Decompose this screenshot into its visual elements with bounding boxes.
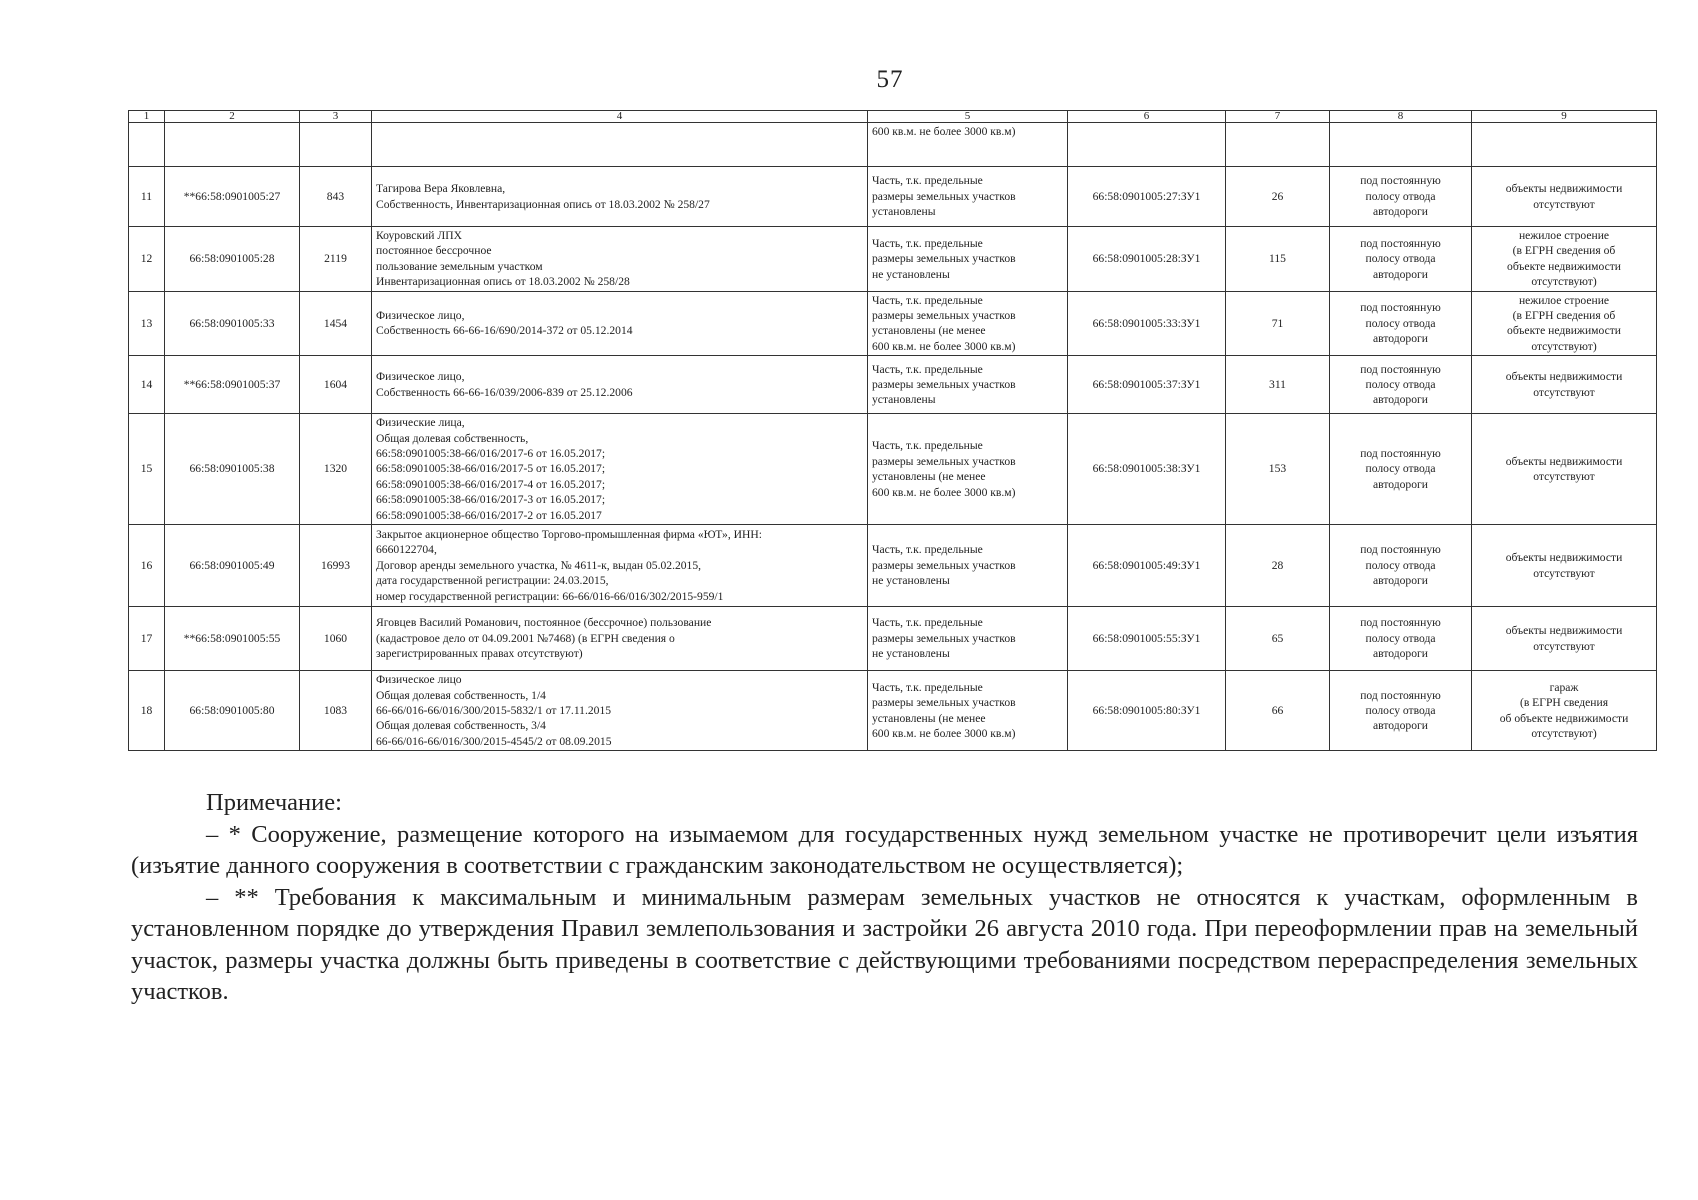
- table-row: [129, 525, 1657, 607]
- new-plot-area-cell: 66: [1226, 671, 1330, 751]
- row-number-cell: 12: [129, 227, 165, 292]
- rights-holder-cell: Коуровский ЛПХ постоянное бессрочное пользование земельным участком Инвентаризационная опись от 18.03.2002 № 258/28: [372, 227, 868, 292]
- objects-status-cell: объекты недвижимости отсутствуют: [1472, 414, 1657, 525]
- plot-area-cell: 1060: [300, 607, 372, 671]
- row-number-cell: 17: [129, 607, 165, 671]
- row-number-cell: 16: [129, 525, 165, 607]
- rights-holder-cell: Закрытое акционерное общество Торгово-промышленная фирма «ЮТ», ИНН: 6660122704, Договор аренды земельного участка, № 4611-к, выдан 05.02.2015, дата государственной регистрации: 24.03.2015, номер государственной регистрации: 66-66/016-66/016/302/2015-959/1: [372, 525, 868, 607]
- part-type-cell: Часть, т.к. предельные размеры земельных участков установлены: [868, 167, 1068, 227]
- column-number: 5: [868, 111, 1068, 123]
- table-row: [129, 414, 1657, 525]
- new-cadastral-number-cell: 66:58:0901005:49:ЗУ1: [1068, 525, 1226, 607]
- part-type-cell: Часть, т.к. предельные размеры земельных участков не установлены: [868, 525, 1068, 607]
- part-type-cell: Часть, т.к. предельные размеры земельных участков не установлены: [868, 607, 1068, 671]
- table-row: [129, 167, 1657, 227]
- notes-title: Примечание:: [206, 789, 342, 816]
- table-row: [129, 356, 1657, 414]
- cadastral-number-cell: 66:58:0901005:28: [165, 227, 300, 292]
- part-type-cell: Часть, т.к. предельные размеры земельных участков установлены (не менее 600 кв.м. не более 3000 кв.м): [868, 414, 1068, 525]
- plot-area-cell: 1083: [300, 671, 372, 751]
- new-plot-area-cell: 65: [1226, 607, 1330, 671]
- purpose-cell: под постоянную полосу отвода автодороги: [1330, 525, 1472, 607]
- column-number: 9: [1472, 111, 1657, 123]
- rights-holder-cell: Физическое лицо, Собственность 66-66-16/039/2006-839 от 25.12.2006: [372, 356, 868, 414]
- rights-holder-cell: Физическое лицо, Собственность 66-66-16/690/2014-372 от 05.12.2014: [372, 291, 868, 356]
- table-row: [129, 671, 1657, 751]
- purpose-cell: под постоянную полосу отвода автодороги: [1330, 227, 1472, 292]
- page-number: 57: [876, 66, 904, 93]
- new-plot-area-cell: 115: [1226, 227, 1330, 292]
- new-plot-area-cell: 28: [1226, 525, 1330, 607]
- objects-status-cell: объекты недвижимости отсутствуют: [1472, 167, 1657, 227]
- new-cadastral-number-cell: 66:58:0901005:80:ЗУ1: [1068, 671, 1226, 751]
- cadastral-number-cell: **66:58:0901005:55: [165, 607, 300, 671]
- note-item: – ** Требования к максимальным и минимальным размерам земельных участков не относятся к участкам, оформленным в установленном порядке до утверждения Правил землепользования и застройки 26 августа 2010 года. При переоформлении прав на земельный участок, размеры участка должны быть приведены в соответствие с действующими требованиями посредством перераспределения земельных участков.: [131, 883, 1638, 1005]
- cadastral-number-cell: 66:58:0901005:38: [165, 414, 300, 525]
- part-type-cell: Часть, т.к. предельные размеры земельных участков установлены (не менее 600 кв.м. не более 3000 кв.м): [868, 671, 1068, 751]
- row-number-cell: 13: [129, 291, 165, 356]
- new-plot-area-cell: 153: [1226, 414, 1330, 525]
- cadastral-number-cell: **66:58:0901005:37: [165, 356, 300, 414]
- rights-holder-cell: Яговцев Василий Романович, постоянное (бессрочное) пользование (кадастровое дело от 04.09.2001 №7468) (в ЕГРН сведения о зарегистрированных правах отсутствуют): [372, 607, 868, 671]
- plot-area-cell: 1604: [300, 356, 372, 414]
- objects-status-cell: объекты недвижимости отсутствуют: [1472, 356, 1657, 414]
- column-number: 8: [1330, 111, 1472, 123]
- new-cadastral-number-cell: 66:58:0901005:28:ЗУ1: [1068, 227, 1226, 292]
- column-number: 2: [165, 111, 300, 123]
- objects-status-cell: гараж (в ЕГРН сведения об объекте недвижимости отсутствуют): [1472, 671, 1657, 751]
- plot-area-cell: 16993: [300, 525, 372, 607]
- rights-holder-cell: Тагирова Вера Яковлевна, Собственность, Инвентаризационная опись от 18.03.2002 № 258/27: [372, 167, 868, 227]
- plot-area-cell: 2119: [300, 227, 372, 292]
- land-plots-table: [128, 110, 1657, 751]
- part-type-cell: Часть, т.к. предельные размеры земельных участков установлены (не менее 600 кв.м. не более 3000 кв.м): [868, 291, 1068, 356]
- new-cadastral-number-cell: 66:58:0901005:33:ЗУ1: [1068, 291, 1226, 356]
- objects-status-cell: объекты недвижимости отсутствуют: [1472, 525, 1657, 607]
- notes-section: [131, 787, 1638, 1008]
- table-row: [129, 227, 1657, 292]
- row-number-cell: 15: [129, 414, 165, 525]
- objects-status-cell: нежилое строение (в ЕГРН сведения об объекте недвижимости отсутствуют): [1472, 227, 1657, 292]
- purpose-cell: под постоянную полосу отвода автодороги: [1330, 671, 1472, 751]
- cadastral-number-cell: 66:58:0901005:80: [165, 671, 300, 751]
- rights-holder-cell: Физические лица, Общая долевая собственность, 66:58:0901005:38-66/016/2017-6 от 16.05.2017; 66:58:0901005:38-66/016/2017-5 от 16.05.2017; 66:58:0901005:38-66/016/2017-4 от 16.05.2017; 66:58:0901005:38-66/016/2017-3 от 16.05.2017; 66:58:0901005:38-66/016/2017-2 от 16.05.2017: [372, 414, 868, 525]
- plot-area-cell: 843: [300, 167, 372, 227]
- new-plot-area-cell: 26: [1226, 167, 1330, 227]
- cadastral-number-cell: 66:58:0901005:33: [165, 291, 300, 356]
- column-number: 3: [300, 111, 372, 123]
- cadastral-number-cell: **66:58:0901005:27: [165, 167, 300, 227]
- objects-status-cell: нежилое строение (в ЕГРН сведения об объекте недвижимости отсутствуют): [1472, 291, 1657, 356]
- purpose-cell: под постоянную полосу отвода автодороги: [1330, 607, 1472, 671]
- part-type-cell: Часть, т.к. предельные размеры земельных участков установлены: [868, 356, 1068, 414]
- new-cadastral-number-cell: 66:58:0901005:38:ЗУ1: [1068, 414, 1226, 525]
- continuation-row: [129, 123, 1657, 167]
- purpose-cell: под постоянную полосу отвода автодороги: [1330, 167, 1472, 227]
- purpose-cell: под постоянную полосу отвода автодороги: [1330, 414, 1472, 525]
- new-cadastral-number-cell: 66:58:0901005:27:ЗУ1: [1068, 167, 1226, 227]
- column-number: 7: [1226, 111, 1330, 123]
- new-plot-area-cell: 311: [1226, 356, 1330, 414]
- plot-area-cell: 1454: [300, 291, 372, 356]
- new-cadastral-number-cell: 66:58:0901005:55:ЗУ1: [1068, 607, 1226, 671]
- column-number: 1: [129, 111, 165, 123]
- row-number-cell: 14: [129, 356, 165, 414]
- part-type-cell: Часть, т.к. предельные размеры земельных участков не установлены: [868, 227, 1068, 292]
- column-number: 6: [1068, 111, 1226, 123]
- purpose-cell: под постоянную полосу отвода автодороги: [1330, 291, 1472, 356]
- plot-area-cell: 1320: [300, 414, 372, 525]
- table-row: [129, 291, 1657, 356]
- new-cadastral-number-cell: 66:58:0901005:37:ЗУ1: [1068, 356, 1226, 414]
- new-plot-area-cell: 71: [1226, 291, 1330, 356]
- column-number: 4: [372, 111, 868, 123]
- table-row: [129, 607, 1657, 671]
- note-item: – * Сооружение, размещение которого на изымаемом для государственных нужд земельном участке не противоречит цели изъятия (изъятие данного сооружения в соответствии с гражданским законодательством не осуществляется);: [131, 820, 1638, 879]
- rights-holder-cell: Физическое лицо Общая долевая собственность, 1/4 66-66/016-66/016/300/2015-5832/1 от 17.11.2015 Общая долевая собственность, 3/4 66-66/016-66/016/300/2015-4545/2 от 08.09.2015: [372, 671, 868, 751]
- purpose-cell: под постоянную полосу отвода автодороги: [1330, 356, 1472, 414]
- cadastral-number-cell: 66:58:0901005:49: [165, 525, 300, 607]
- objects-status-cell: объекты недвижимости отсутствуют: [1472, 607, 1657, 671]
- row-number-cell: 18: [129, 671, 165, 751]
- continuation-cell: 600 кв.м. не более 3000 кв.м): [868, 123, 1068, 167]
- row-number-cell: 11: [129, 167, 165, 227]
- column-number-row: [129, 111, 1657, 123]
